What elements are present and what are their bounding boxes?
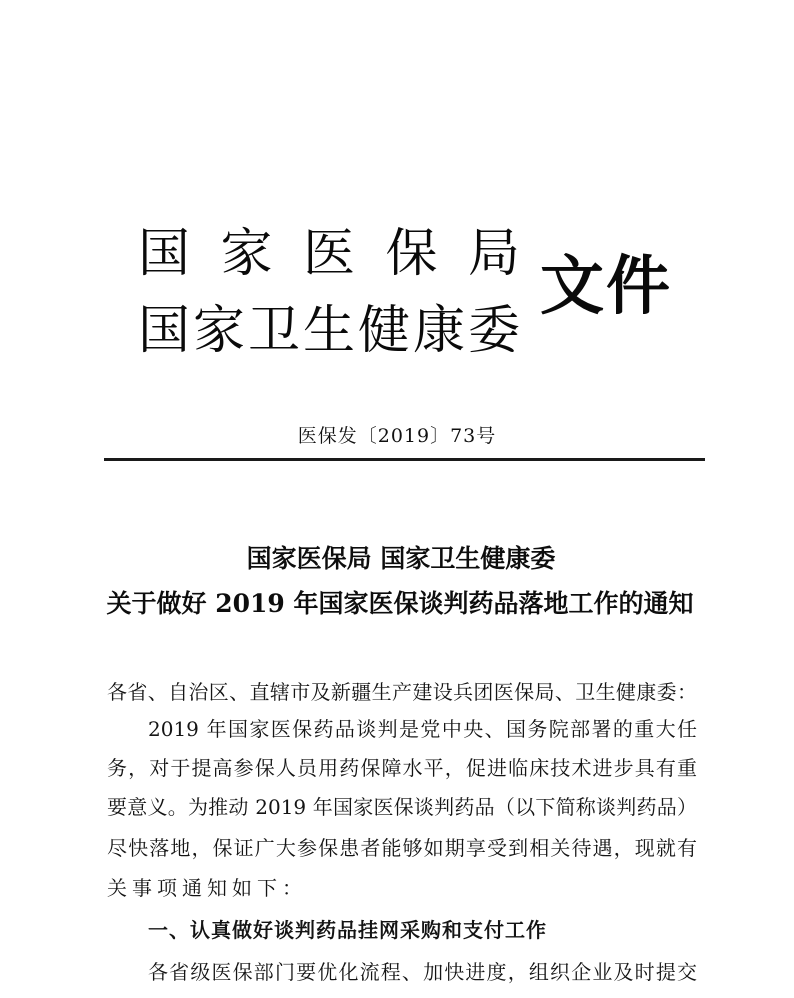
section-heading: 一、认真做好谈判药品挂网采购和支付工作 bbox=[148, 918, 547, 942]
paragraph-line: 要意义。为推动 2019 年国家医保谈判药品（以下简称谈判药品） bbox=[107, 795, 697, 819]
header-divider bbox=[104, 458, 705, 461]
masthead-char: 生 bbox=[303, 301, 356, 361]
masthead-char: 卫 bbox=[248, 301, 301, 361]
masthead-issuer-nhc bbox=[138, 303, 520, 359]
masthead-char: 国 bbox=[138, 224, 191, 284]
masthead-char: 局 bbox=[468, 224, 521, 284]
paragraph-line: 各省级医保部门要优化流程、加快进度，组织企业及时提交 bbox=[148, 960, 697, 984]
masthead-char: 家 bbox=[220, 224, 273, 284]
masthead-char: 国 bbox=[138, 301, 191, 361]
paragraph-line: 关事项通知如下： bbox=[107, 876, 307, 900]
masthead-char: 委 bbox=[468, 301, 521, 361]
masthead-char: 康 bbox=[413, 301, 466, 361]
document-title-subject: 关于做好 2019 年国家医保谈判药品落地工作的通知 bbox=[106, 589, 694, 618]
masthead-issuer-nhsa bbox=[138, 226, 520, 282]
salutation: 各省、自治区、直辖市及新疆生产建设兵团医保局、卫生健康委： bbox=[107, 680, 697, 704]
paragraph-line: 2019 年国家医保药品谈判是党中央、国务院部署的重大任 bbox=[148, 717, 697, 741]
paragraph-line: 尽快落地，保证广大参保患者能够如期享受到相关待遇，现就有 bbox=[107, 836, 697, 860]
masthead-char: 家 bbox=[193, 301, 246, 361]
masthead-char: 医 bbox=[303, 224, 356, 284]
document-number: 医保发〔2019〕73号 bbox=[297, 425, 497, 447]
paragraph-line: 务，对于提高参保人员用药保障水平，促进临床技术进步具有重 bbox=[107, 756, 697, 780]
masthead-char: 健 bbox=[358, 301, 411, 361]
masthead-suffix: 文件 bbox=[540, 249, 672, 324]
document-title-issuers: 国家医保局 国家卫生健康委 bbox=[246, 544, 556, 573]
masthead-char: 保 bbox=[385, 224, 438, 284]
